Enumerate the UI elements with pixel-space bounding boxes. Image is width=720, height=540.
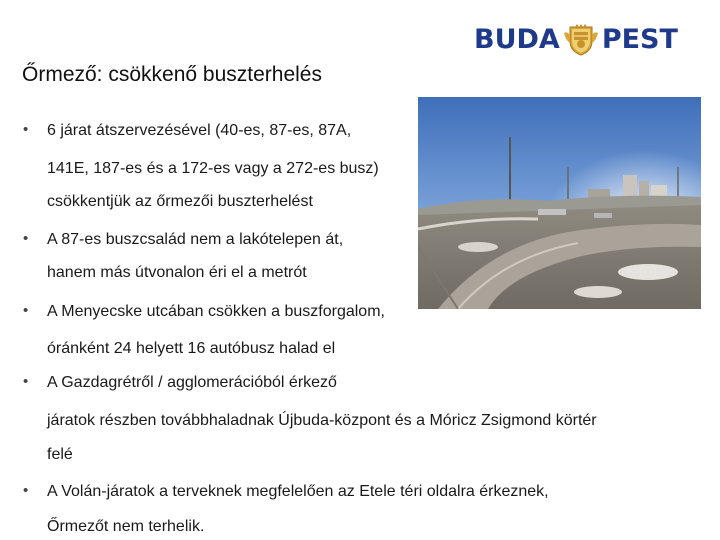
bullet-marker: • <box>23 482 29 499</box>
bullet-text-line: hanem más útvonalon éri el a metrót <box>47 264 307 281</box>
bullet-text-line: óránként 24 helyett 16 autóbusz halad el <box>47 340 336 357</box>
budapest-logo <box>474 22 690 58</box>
coat-of-arms-icon <box>562 23 600 57</box>
bullet-marker: • <box>23 121 29 138</box>
bullet-text-line: 141E, 187-es és a 172-es vagy a 272-es busz) <box>47 160 379 177</box>
bullet-text-line: Őrmezőt nem terhelik. <box>47 518 205 535</box>
bullet-marker: • <box>23 302 29 319</box>
bullet-text-line: A 87-es buszcsalád nem a lakótelepen át, <box>47 231 344 248</box>
logo-right-word: PEST <box>601 24 678 55</box>
bullet-text-line: járatok részben továbbhaladnak Újbuda-központ és a Móricz Zsigmond körtér <box>47 412 597 429</box>
logo-left-word: BUDA <box>474 24 560 55</box>
bullet-text-line: A Menyecske utcában csökken a buszforgalom, <box>47 303 385 320</box>
slide-title: Őrmező: csökkenő buszterhelés <box>22 63 322 86</box>
bullet-text-line: felé <box>47 446 73 463</box>
bullet-text-line: A Gazdagrétről / agglomerációból érkező <box>47 374 337 391</box>
bullet-text-line: 6 járat átszervezésével (40-es, 87-es, 87A, <box>47 122 352 139</box>
bullet-text-line: A Volán-járatok a terveknek megfelelően az Etele téri oldalra érkeznek, <box>47 483 549 500</box>
bullet-marker: • <box>23 230 29 247</box>
bus-terminal-photo <box>418 97 701 309</box>
bullet-text-line: csökkentjük az őrmezői buszterhelést <box>47 193 313 210</box>
bullet-marker: • <box>23 373 29 390</box>
